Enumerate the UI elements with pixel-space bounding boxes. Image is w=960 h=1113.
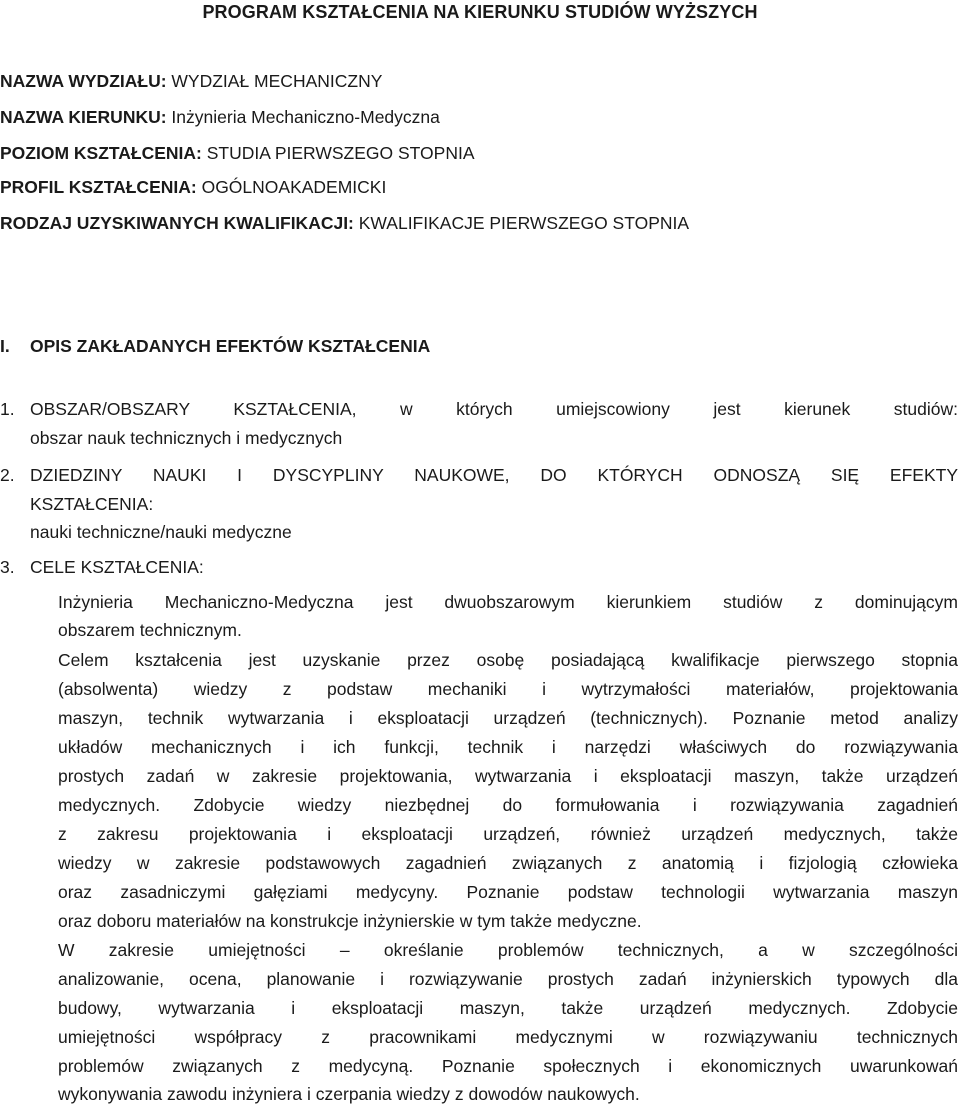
goal-line-14: analizowanie, ocena, planowanie i rozwiązywanie prostych zadań inżynierskich typowych dla — [58, 969, 958, 989]
item-3-number: 3. — [0, 557, 15, 577]
meta-qualification-value: KWALIFIKACJE PIERWSZEGO STOPNIA — [353, 213, 690, 233]
goal-line-13: W zakresie umiejętności – określanie problemów technicznych, a w szczególności — [58, 940, 958, 960]
goal-line-18: wykonywania zawodu inżyniera i czerpania wiedzy z dowodów naukowych. — [58, 1084, 640, 1104]
item-3 — [0, 557, 958, 578]
goal-line-15: budowy, wytwarzania i eksploatacji maszyn, także urządzeń medycznych. Zdobycie — [58, 998, 958, 1018]
meta-profile — [0, 177, 386, 198]
meta-level — [0, 143, 475, 164]
goal-line-12: oraz doboru materiałów na konstrukcje inżynierskie w tym także medyczne. — [58, 911, 642, 931]
item-2-heading-line1: DZIEDZINY NAUKI I DYSCYPLINY NAUKOWE, DO KTÓRYCH ODNOSZĄ SIĘ EFEKTY — [30, 465, 958, 485]
goal-line-11: oraz zasadniczymi gałęziami medycyny. Poznanie podstaw technologii wytwarzania maszyn — [58, 882, 958, 902]
meta-faculty — [0, 71, 382, 92]
meta-faculty-label: NAZWA WYDZIAŁU: — [0, 71, 167, 91]
meta-level-label: POZIOM KSZTAŁCENIA: — [0, 143, 202, 163]
document-title: PROGRAM KSZTAŁCENIA NA KIERUNKU STUDIÓW WYŻSZYCH — [202, 2, 758, 22]
section-title: OPIS ZAKŁADANYCH EFEKTÓW KSZTAŁCENIA — [30, 336, 431, 356]
goal-line-3: Celem kształcenia jest uzyskanie przez osobę posiadającą kwalifikacje pierwszego stopnia — [58, 650, 958, 670]
goal-line-6: układów mechanicznych i ich funkcji, technik i narzędzi właściwych do rozwiązywania — [58, 737, 958, 757]
meta-qualification-label: RODZAJ UZYSKIWANYCH KWALIFIKACJI: — [0, 213, 354, 233]
goal-line-7: prostych zadań w zakresie projektowania, wytwarzania i eksploatacji maszyn, także urządzeń — [58, 766, 958, 786]
goal-line-4: (absolwenta) wiedzy z podstaw mechaniki i wytrzymałości materiałów, projektowania — [58, 679, 958, 699]
item-2 — [0, 465, 958, 493]
goal-line-17: problemów związanych z medycyną. Poznanie społecznych i ekonomicznych uwarunkowań — [58, 1056, 958, 1076]
goal-line-1: Inżynieria Mechaniczno-Medyczna jest dwuobszarowym kierunkiem studiów z dominującym — [58, 592, 958, 612]
item-1-number: 1. — [0, 399, 15, 419]
meta-level-value: STUDIA PIERWSZEGO STOPNIA — [201, 143, 475, 163]
meta-field-value: Inżynieria Mechaniczno-Medyczna — [166, 107, 440, 127]
meta-faculty-value: WYDZIAŁ MECHANICZNY — [166, 71, 383, 91]
item-1 — [0, 399, 958, 427]
goal-line-10: wiedzy w zakresie podstawowych zagadnień związanych z anatomią i fizjologią człowieka — [58, 853, 958, 873]
item-1-heading: OBSZAR/OBSZARY KSZTAŁCENIA, w których umiejscowiony jest kierunek studiów: — [30, 399, 958, 419]
meta-field-label: NAZWA KIERUNKU: — [0, 107, 167, 127]
goal-line-8: medycznych. Zdobycie wiedzy niezbędnej do formułowania i rozwiązywania zagadnień — [58, 795, 958, 815]
goal-line-16: umiejętności współpracy z pracownikami medycznymi w rozwiązywaniu technicznych — [58, 1027, 958, 1047]
goal-line-5: maszyn, technik wytwarzania i eksploatacji urządzeń (technicznych). Poznanie metod analizy — [58, 708, 958, 728]
section-heading — [0, 336, 430, 357]
item-2-heading-line2: KSZTAŁCENIA: — [30, 494, 154, 514]
section-number: I. — [0, 336, 10, 356]
item-2-text: nauki techniczne/nauki medyczne — [30, 522, 292, 542]
meta-qualification — [0, 213, 689, 234]
item-2-number: 2. — [0, 465, 15, 485]
goal-line-2: obszarem technicznym. — [58, 620, 242, 640]
item-3-heading: CELE KSZTAŁCENIA: — [30, 557, 204, 577]
meta-profile-label: PROFIL KSZTAŁCENIA: — [0, 177, 197, 197]
goal-line-9: z zakresu projektowania i eksploatacji urządzeń, również urządzeń medycznych, także — [58, 824, 958, 844]
meta-field — [0, 107, 440, 128]
meta-profile-value: OGÓLNOAKADEMICKI — [196, 177, 387, 197]
item-1-text: obszar nauk technicznych i medycznych — [30, 428, 343, 448]
